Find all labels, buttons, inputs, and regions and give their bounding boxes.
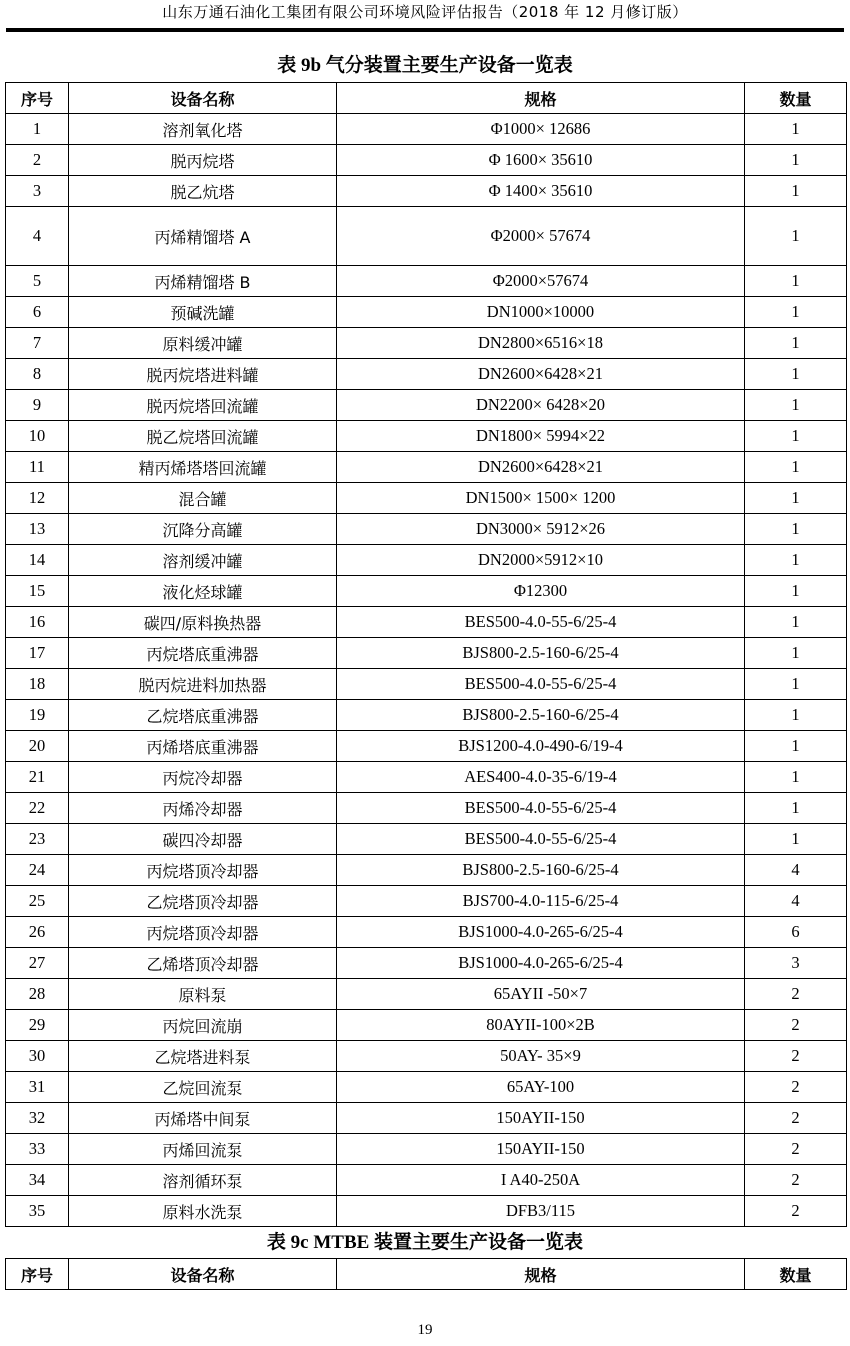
cell-qty: 1 [745, 793, 847, 824]
cell-name: 原料缓冲罐 [69, 328, 337, 359]
table-row [6, 145, 847, 176]
cell-spec: DFB3/115 [337, 1196, 745, 1227]
cell-spec: BJS1000-4.0-265-6/25-4 [337, 948, 745, 979]
table-row [6, 824, 847, 855]
cell-no: 10 [6, 421, 69, 452]
cell-name: 溶剂缓冲罐 [69, 545, 337, 576]
cell-name: 溶剂循环泵 [69, 1165, 337, 1196]
table-row [6, 297, 847, 328]
cell-qty: 1 [745, 297, 847, 328]
cell-spec: DN2800×6516×18 [337, 328, 745, 359]
cell-no: 31 [6, 1072, 69, 1103]
cell-no: 28 [6, 979, 69, 1010]
column-header-qty: 数量 [745, 83, 847, 114]
cell-spec: 65AY-100 [337, 1072, 745, 1103]
cell-spec: Φ2000×57674 [337, 266, 745, 297]
cell-no: 4 [6, 207, 69, 266]
cell-no: 27 [6, 948, 69, 979]
cell-no: 17 [6, 638, 69, 669]
cell-no: 9 [6, 390, 69, 421]
cell-no: 2 [6, 145, 69, 176]
cell-name: 丙烷冷却器 [69, 762, 337, 793]
cell-name: 丙烷塔顶冷却器 [69, 855, 337, 886]
cell-no: 26 [6, 917, 69, 948]
cell-spec: DN2000×5912×10 [337, 545, 745, 576]
cell-spec: DN1800× 5994×22 [337, 421, 745, 452]
cell-name: 液化烃球罐 [69, 576, 337, 607]
table-row [6, 207, 847, 266]
cell-no: 24 [6, 855, 69, 886]
cell-spec: DN2600×6428×21 [337, 359, 745, 390]
cell-qty: 1 [745, 176, 847, 207]
cell-qty: 2 [745, 1134, 847, 1165]
cell-no: 21 [6, 762, 69, 793]
cell-spec: DN3000× 5912×26 [337, 514, 745, 545]
cell-qty: 6 [745, 917, 847, 948]
table-row [6, 1196, 847, 1227]
table-row [6, 452, 847, 483]
cell-qty: 1 [745, 824, 847, 855]
cell-spec: BES500-4.0-55-6/25-4 [337, 669, 745, 700]
cell-qty: 2 [745, 1072, 847, 1103]
cell-qty: 2 [745, 1103, 847, 1134]
cell-name: 碳四冷却器 [69, 824, 337, 855]
cell-qty: 1 [745, 638, 847, 669]
cell-spec: BJS800-2.5-160-6/25-4 [337, 638, 745, 669]
table-row [6, 545, 847, 576]
cell-spec: 150AYII-150 [337, 1103, 745, 1134]
cell-name: 脱丙烷塔进料罐 [69, 359, 337, 390]
column-header-name: 设备名称 [69, 1259, 337, 1290]
cell-name: 乙烷回流泵 [69, 1072, 337, 1103]
cell-no: 7 [6, 328, 69, 359]
cell-no: 35 [6, 1196, 69, 1227]
cell-name: 原料水洗泵 [69, 1196, 337, 1227]
cell-qty: 2 [745, 979, 847, 1010]
cell-spec: AES400-4.0-35-6/19-4 [337, 762, 745, 793]
cell-name: 混合罐 [69, 483, 337, 514]
cell-spec: BJS1000-4.0-265-6/25-4 [337, 917, 745, 948]
cell-spec: DN2200× 6428×20 [337, 390, 745, 421]
cell-no: 29 [6, 1010, 69, 1041]
cell-spec: BES500-4.0-55-6/25-4 [337, 607, 745, 638]
cell-no: 18 [6, 669, 69, 700]
cell-qty: 1 [745, 421, 847, 452]
cell-spec: DN2600×6428×21 [337, 452, 745, 483]
cell-name: 脱丙烷塔 [69, 145, 337, 176]
table-row [6, 359, 847, 390]
cell-spec: DN1500× 1500× 1200 [337, 483, 745, 514]
cell-spec: Φ2000× 57674 [337, 207, 745, 266]
cell-qty: 1 [745, 700, 847, 731]
cell-no: 14 [6, 545, 69, 576]
table-9b-body [6, 114, 847, 1227]
table-row [6, 328, 847, 359]
cell-spec: DN1000×10000 [337, 297, 745, 328]
table-row [6, 979, 847, 1010]
table-row [6, 638, 847, 669]
table-row [6, 700, 847, 731]
column-header-spec: 规格 [337, 1259, 745, 1290]
cell-qty: 1 [745, 607, 847, 638]
cell-no: 34 [6, 1165, 69, 1196]
cell-no: 33 [6, 1134, 69, 1165]
cell-spec: I A40-250A [337, 1165, 745, 1196]
table-row [6, 1041, 847, 1072]
cell-qty: 2 [745, 1196, 847, 1227]
table-9c-header-row [6, 1259, 847, 1290]
table-9b-caption: 表 9b 气分装置主要生产设备一览表 [277, 55, 573, 76]
table-row [6, 1010, 847, 1041]
cell-name: 脱丙烷进料加热器 [69, 669, 337, 700]
cell-spec: BJS700-4.0-115-6/25-4 [337, 886, 745, 917]
table-row [6, 1072, 847, 1103]
cell-no: 30 [6, 1041, 69, 1072]
cell-no: 11 [6, 452, 69, 483]
cell-no: 19 [6, 700, 69, 731]
cell-qty: 1 [745, 762, 847, 793]
cell-qty: 1 [745, 452, 847, 483]
cell-no: 22 [6, 793, 69, 824]
table-row [6, 266, 847, 297]
table-row [6, 669, 847, 700]
table-row [6, 793, 847, 824]
cell-name: 沉降分高罐 [69, 514, 337, 545]
cell-no: 5 [6, 266, 69, 297]
cell-name: 丙烷塔顶冷却器 [69, 917, 337, 948]
cell-qty: 1 [745, 514, 847, 545]
cell-no: 8 [6, 359, 69, 390]
table-row [6, 948, 847, 979]
table-row [6, 855, 847, 886]
table-row [6, 917, 847, 948]
cell-spec: BES500-4.0-55-6/25-4 [337, 793, 745, 824]
table-row [6, 1103, 847, 1134]
cell-qty: 1 [745, 483, 847, 514]
cell-no: 20 [6, 731, 69, 762]
column-header-spec: 规格 [337, 83, 745, 114]
cell-name: 脱乙炕塔 [69, 176, 337, 207]
cell-no: 25 [6, 886, 69, 917]
cell-spec: 50AY- 35×9 [337, 1041, 745, 1072]
cell-spec: Φ1000× 12686 [337, 114, 745, 145]
cell-qty: 1 [745, 328, 847, 359]
cell-qty: 1 [745, 545, 847, 576]
cell-spec: 80AYII-100×2B [337, 1010, 745, 1041]
cell-name: 丙烯精馏塔 A [69, 207, 337, 266]
cell-qty: 2 [745, 1041, 847, 1072]
cell-name: 丙烷塔底重沸器 [69, 638, 337, 669]
cell-name: 丙烯精馏塔 B [69, 266, 337, 297]
table-9c-caption: 表 9c MTBE 装置主要生产设备一览表 [266, 1232, 584, 1253]
cell-spec: Φ 1400× 35610 [337, 176, 745, 207]
column-header-qty: 数量 [745, 1259, 847, 1290]
cell-qty: 3 [745, 948, 847, 979]
cell-name: 丙烯回流泵 [69, 1134, 337, 1165]
cell-name: 脱乙烷塔回流罐 [69, 421, 337, 452]
cell-no: 13 [6, 514, 69, 545]
column-header-no: 序号 [6, 83, 69, 114]
cell-qty: 1 [745, 207, 847, 266]
cell-spec: 65AYII -50×7 [337, 979, 745, 1010]
cell-qty: 4 [745, 855, 847, 886]
cell-qty: 1 [745, 576, 847, 607]
cell-no: 6 [6, 297, 69, 328]
cell-name: 精丙烯塔塔回流罐 [69, 452, 337, 483]
cell-spec: BJS1200-4.0-490-6/19-4 [337, 731, 745, 762]
table-row [6, 607, 847, 638]
cell-name: 乙烷塔底重沸器 [69, 700, 337, 731]
cell-spec: BJS800-2.5-160-6/25-4 [337, 855, 745, 886]
cell-qty: 1 [745, 669, 847, 700]
cell-no: 3 [6, 176, 69, 207]
cell-no: 23 [6, 824, 69, 855]
table-row [6, 1134, 847, 1165]
cell-qty: 1 [745, 266, 847, 297]
cell-name: 溶剂氧化塔 [69, 114, 337, 145]
cell-name: 预碱洗罐 [69, 297, 337, 328]
table-9c [5, 1258, 847, 1290]
cell-qty: 2 [745, 1165, 847, 1196]
cell-qty: 1 [745, 359, 847, 390]
cell-name: 乙烯塔顶冷却器 [69, 948, 337, 979]
table-row [6, 762, 847, 793]
cell-no: 1 [6, 114, 69, 145]
cell-name: 碳四/原料换热器 [69, 607, 337, 638]
cell-qty: 4 [745, 886, 847, 917]
table-row [6, 421, 847, 452]
table-row [6, 514, 847, 545]
cell-name: 丙烷回流崩 [69, 1010, 337, 1041]
table-row [6, 483, 847, 514]
cell-qty: 2 [745, 1010, 847, 1041]
cell-qty: 1 [745, 145, 847, 176]
cell-no: 12 [6, 483, 69, 514]
cell-qty: 1 [745, 114, 847, 145]
cell-qty: 1 [745, 390, 847, 421]
cell-spec: Φ12300 [337, 576, 745, 607]
cell-name: 脱丙烷塔回流罐 [69, 390, 337, 421]
cell-no: 16 [6, 607, 69, 638]
table-row [6, 1165, 847, 1196]
table-row [6, 114, 847, 145]
page-number: 19 [417, 1322, 433, 1338]
table-row [6, 390, 847, 421]
page-header: 山东万通石油化工集团有限公司环境风险评估报告（2018 年 12 月修订版） [162, 3, 688, 21]
cell-qty: 1 [745, 731, 847, 762]
cell-name: 原料泵 [69, 979, 337, 1010]
cell-spec: BES500-4.0-55-6/25-4 [337, 824, 745, 855]
header-rule [6, 28, 844, 32]
table-row [6, 576, 847, 607]
cell-spec: Φ 1600× 35610 [337, 145, 745, 176]
cell-name: 乙烷塔进料泵 [69, 1041, 337, 1072]
cell-name: 乙烷塔顶冷却器 [69, 886, 337, 917]
cell-no: 15 [6, 576, 69, 607]
table-row [6, 886, 847, 917]
column-header-name: 设备名称 [69, 83, 337, 114]
cell-spec: BJS800-2.5-160-6/25-4 [337, 700, 745, 731]
cell-name: 丙烯塔中间泵 [69, 1103, 337, 1134]
table-row [6, 176, 847, 207]
table-9b-header-row [6, 83, 847, 114]
cell-no: 32 [6, 1103, 69, 1134]
cell-spec: 150AYII-150 [337, 1134, 745, 1165]
table-9b [5, 82, 847, 1227]
column-header-no: 序号 [6, 1259, 69, 1290]
cell-name: 丙烯塔底重沸器 [69, 731, 337, 762]
table-row [6, 731, 847, 762]
cell-name: 丙烯冷却器 [69, 793, 337, 824]
